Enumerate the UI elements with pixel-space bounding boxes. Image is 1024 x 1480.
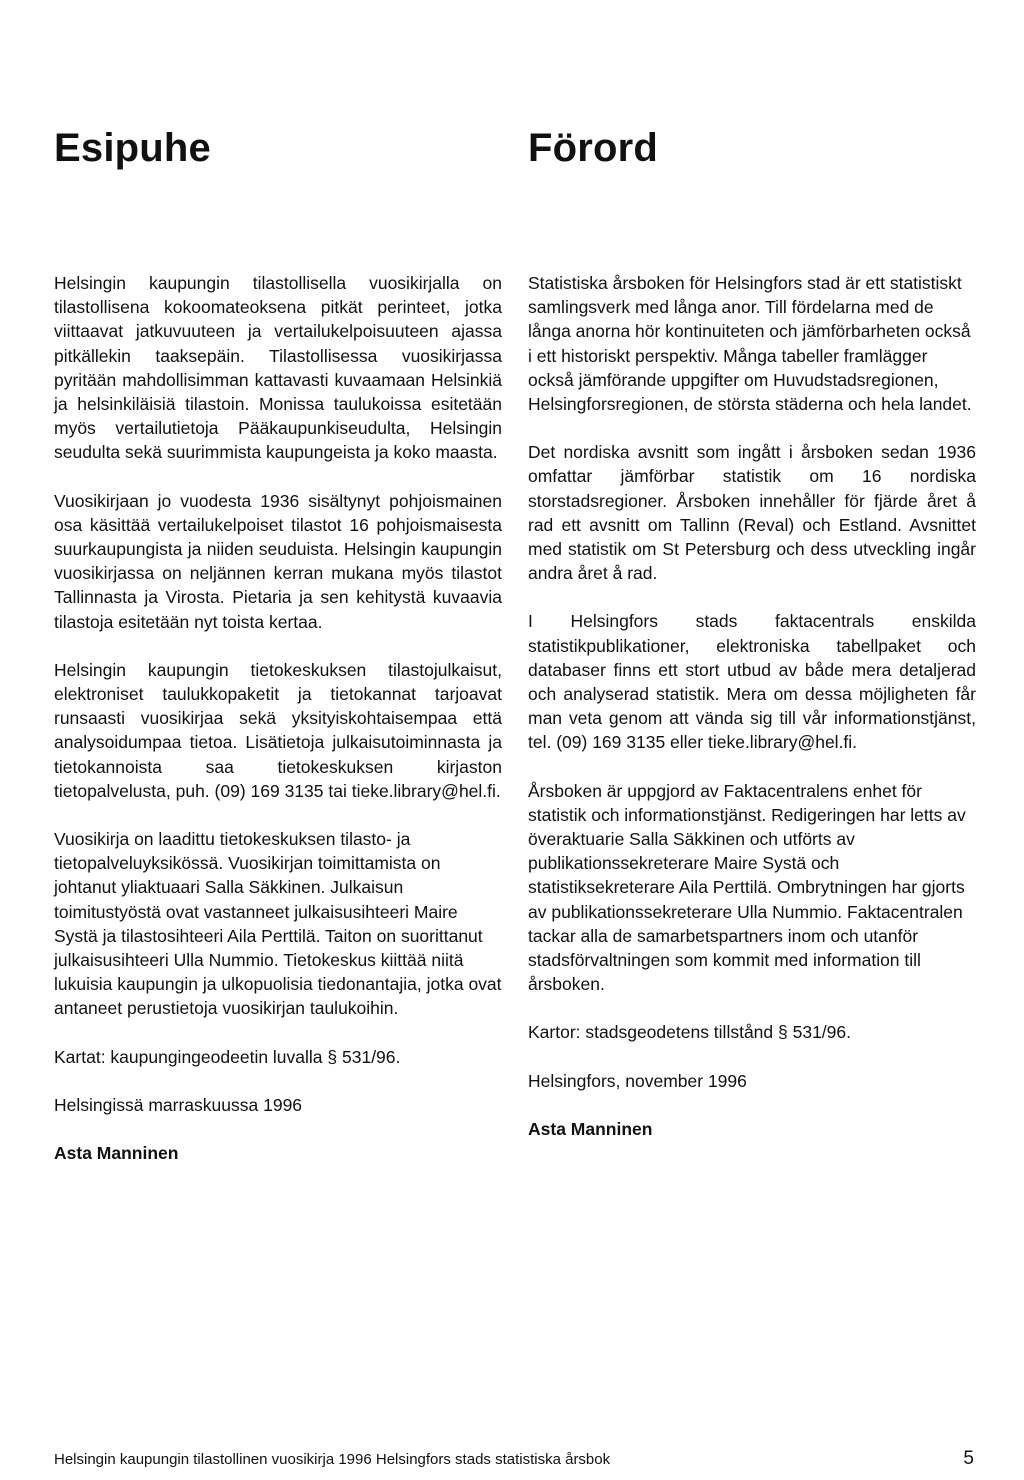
- swedish-body: [528, 271, 976, 1141]
- finnish-heading: Esipuhe: [54, 126, 211, 170]
- finnish-maps-note: Kartat: kaupungingeodeetin luvalla § 531/96.: [54, 1046, 401, 1067]
- page-number: 5: [963, 1448, 974, 1469]
- footer-publication-title: Helsingin kaupungin tilastollinen vuosikirja 1996 Helsingfors stads statistiska årsbok: [54, 1451, 611, 1468]
- finnish-paragraph-2: Vuosikirjaan jo vuodesta 1936 sisältynyt pohjoismainen osa käsittää vertailukelpoiset tilastot 16 pohjoismaisesta suurkaupungista ja niiden seuduista. Helsingin kaupungin vuosikirjassa on neljännen kerran mukana myös tilastot Tallinnasta ja Virosta. Pietaria ja sen kehitystä kuvaavia tilastoja esitetään nyt toista kertaa.: [54, 490, 502, 632]
- swedish-heading: Förord: [528, 126, 659, 170]
- finnish-paragraph-3: Helsingin kaupungin tietokeskuksen tilastojulkaisut, elektroniset taulukkopaketit ja tietokannat tarjoavat runsaasti vuosikirjaa sekä yksityiskohtaisempaa että analysoidumpaa tietoa. Lisätietoja julkaisutoiminnasta ja tietokannoista saa tietokeskuksen kirjaston tietopalvelusta, puh. (09) 169 3135 tai tieke.library@hel.fi.: [54, 659, 502, 801]
- page-footer: [54, 1448, 974, 1472]
- finnish-body: [54, 271, 502, 1165]
- finnish-paragraph-1: Helsingin kaupungin tilastollisella vuosikirjalla on tilastollisena kokoomateoksena pitkät perinteet, jotka viittaavat jatkuvuuteen ja vertailukelpoisuuteen ajassa pitkällekin taaksepäin. Tilastollisessa vuosikirjassa pyritään mahdollisimman kattavasti kuvaamaan Helsinkiä ja helsinkiläisiä tilastoin. Monissa taulukoissa esitetään myös vertailutietoja Pääkaupunkiseudulta, Helsingin seudulta sekä suurimmista kaupungeista ja koko maasta.: [54, 273, 502, 463]
- swedish-signature: Asta Manninen: [528, 1118, 653, 1139]
- swedish-place-date: Helsingfors, november 1996: [528, 1070, 747, 1091]
- swedish-paragraph-2: Det nordiska avsnitt som ingått i årsboken sedan 1936 omfattar jämförbar statistik om 16 nordiska storstadsregioner. Årsboken innehåller för fjärde året å rad ett avsnitt om Tallinn (Reval) och Estland. Avsnittet med statistik om St Petersburg och dess utveckling ingår andra året å rad.: [528, 442, 976, 584]
- finnish-paragraph-4: Vuosikirja on laadittu tietokeskuksen tilasto- ja tietopalveluyksikössä. Vuosikirjan toimittamista on johtanut yliaktuaari Salla Säkkinen. Julkaisun toimitustyöstä ovat vastanneet julkaisusihteeri Maire Systä ja tilastosihteeri Aila Perttilä. Taiton on suorittanut julkaisusihteeri Ulla Nummio. Tietokeskus kiittää niitä lukuisia kaupungin ja ulkopuolisia tiedonantajia, jotka ovat antaneet perustietoja vuosikirjan taulukoihin.: [54, 829, 502, 1019]
- finnish-signature: Asta Manninen: [54, 1143, 179, 1164]
- swedish-paragraph-1: Statistiska årsboken för Helsingfors stad är ett statistiskt samlingsverk med långa anor. Till fördelarna med de långa anorna hör kontinuiteten och jämförbarheten också i ett historiskt perspektiv. Många tabeller framlägger också jämförande uppgifter om Huvudstadsregionen, Helsingforsregionen, de största städerna och hela landet.: [528, 273, 972, 415]
- swedish-paragraph-3: I Helsingfors stads faktacentrals enskilda statistikpublikationer, elektroniska tabellpaket och databaser finns ett stort utbud av både mera detaljerad och analyserad statistik. Mera om dessa möjligheten får man veta genom att vända sig till vår informationstjänst, tel. (09) 169 3135 eller tieke.library@hel.fi.: [528, 611, 976, 753]
- swedish-maps-note: Kartor: stadsgeodetens tillstånd § 531/96.: [528, 1022, 851, 1043]
- finnish-place-date: Helsingissä marraskuussa 1996: [54, 1094, 303, 1115]
- swedish-paragraph-4: Årsboken är uppgjord av Faktacentralens enhet för statistik och informationstjänst. Redigeringen har letts av överaktuarie Salla Säkkinen och utförts av publikationssekreterare Maire Systä och statistiksekreterare Aila Perttilä. Ombrytningen har gjorts av publikationssekreterare Ulla Nummio. Faktacentralen tackar alla de samarbetspartners inom och utanför stadsförvaltningen som kommit med information till årsboken.: [528, 780, 966, 995]
